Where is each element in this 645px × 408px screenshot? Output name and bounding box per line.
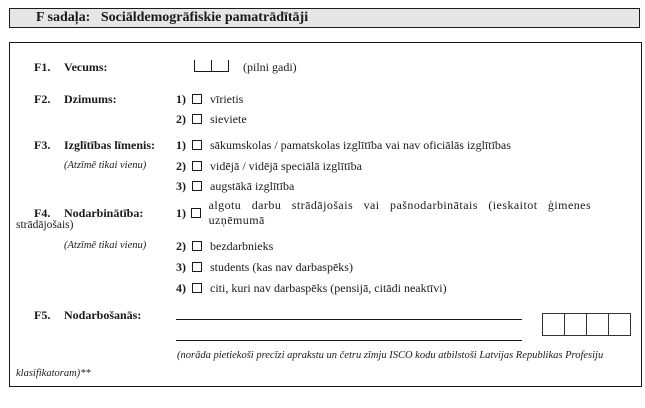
checkbox[interactable] <box>192 181 202 191</box>
isco-digit-1[interactable] <box>542 313 565 336</box>
option-number: 3) <box>176 178 186 193</box>
f3-number: F3. <box>34 138 51 152</box>
option-text: bezdarbnieks <box>210 238 274 253</box>
f5-note: (norāda pietiekoši precīzi aprakstu un četru zīmju ISCO kodu atbilstoši Latvijas Republikas Profesiju <box>177 350 604 361</box>
checkbox[interactable] <box>192 140 202 150</box>
checkbox[interactable] <box>192 241 202 251</box>
option-number: 2) <box>176 111 186 126</box>
option-number: 1) <box>176 91 186 106</box>
f1-title: Vecums: <box>64 60 108 74</box>
f2-label <box>34 92 117 107</box>
f2-title: Dzimums: <box>64 92 117 106</box>
option-text: algotu darbu strādājošais vai pašnodarbinātais (ieskaitot ģimenes uzņēmumā <box>208 198 592 227</box>
f3-option-3 <box>176 178 294 194</box>
f3-option-1 <box>176 137 511 153</box>
option-text: sieviete <box>210 111 247 126</box>
f4-option-1 <box>176 198 631 227</box>
checkbox[interactable] <box>192 283 202 293</box>
option-text: citi, kuri nav darbaspēks (pensijā, citādi neaktīvi) <box>210 280 447 295</box>
isco-code-boxes <box>543 313 631 336</box>
option-text: vīrietis <box>210 91 244 106</box>
isco-digit-3[interactable] <box>586 313 609 336</box>
isco-digit-4[interactable] <box>608 313 631 336</box>
f5-note-continued: klasifikatoram)** <box>16 368 91 379</box>
option-text: sākumskolas / pamatskolas izglītība vai nav oficiālās izglītības <box>210 137 511 152</box>
f3-option-2 <box>176 158 362 174</box>
checkbox[interactable] <box>192 114 202 124</box>
f4-option-4 <box>176 280 447 296</box>
occupation-line-2[interactable] <box>176 340 522 341</box>
section-header <box>9 8 640 28</box>
f2-number: F2. <box>34 92 51 106</box>
option-text: vidējā / vidējā speciālā izglītība <box>210 158 362 173</box>
checkbox[interactable] <box>192 262 202 272</box>
f3-title: Izglītības līmenis: <box>64 138 156 152</box>
section-title: F sadaļa: Sociāldemogrāfiskie pamatrādītāji <box>36 10 309 25</box>
checkbox[interactable] <box>192 94 202 104</box>
option-text: students (kas nav darbaspēks) <box>210 259 353 274</box>
f2-option-1 <box>176 91 243 107</box>
f4-number: F4. <box>34 206 51 220</box>
option-number: 2) <box>176 158 186 173</box>
option-number: 3) <box>176 259 186 274</box>
f4-option-2 <box>176 238 273 254</box>
f4-option-3 <box>176 259 353 275</box>
f4-hint: (Atzīmē tikai vienu) <box>64 240 147 251</box>
f4-option-1-continued: strādājošais) <box>16 219 74 231</box>
age-unit: (pilni gadi) <box>243 60 297 74</box>
f3-label <box>34 138 155 153</box>
option-number: 1) <box>176 137 186 152</box>
f3-hint: (Atzīmē tikai vienu) <box>64 160 147 171</box>
isco-digit-2[interactable] <box>564 313 587 336</box>
option-number: 4) <box>176 280 186 295</box>
option-number: 2) <box>176 238 186 253</box>
option-number: 1) <box>176 205 186 220</box>
checkbox[interactable] <box>192 161 202 171</box>
option-text: augstākā izglītība <box>210 178 295 193</box>
f5-title: Nodarbošanās: <box>64 308 142 322</box>
checkbox[interactable] <box>191 208 201 218</box>
occupation-line-1[interactable] <box>176 319 522 320</box>
f2-option-2 <box>176 111 247 127</box>
f4-title: Nodarbinātība: <box>64 206 144 220</box>
f5-label <box>34 308 141 323</box>
f1-label <box>34 60 108 75</box>
f5-number: F5. <box>34 308 51 322</box>
age-input[interactable] <box>194 60 228 72</box>
f1-number: F1. <box>34 60 51 74</box>
